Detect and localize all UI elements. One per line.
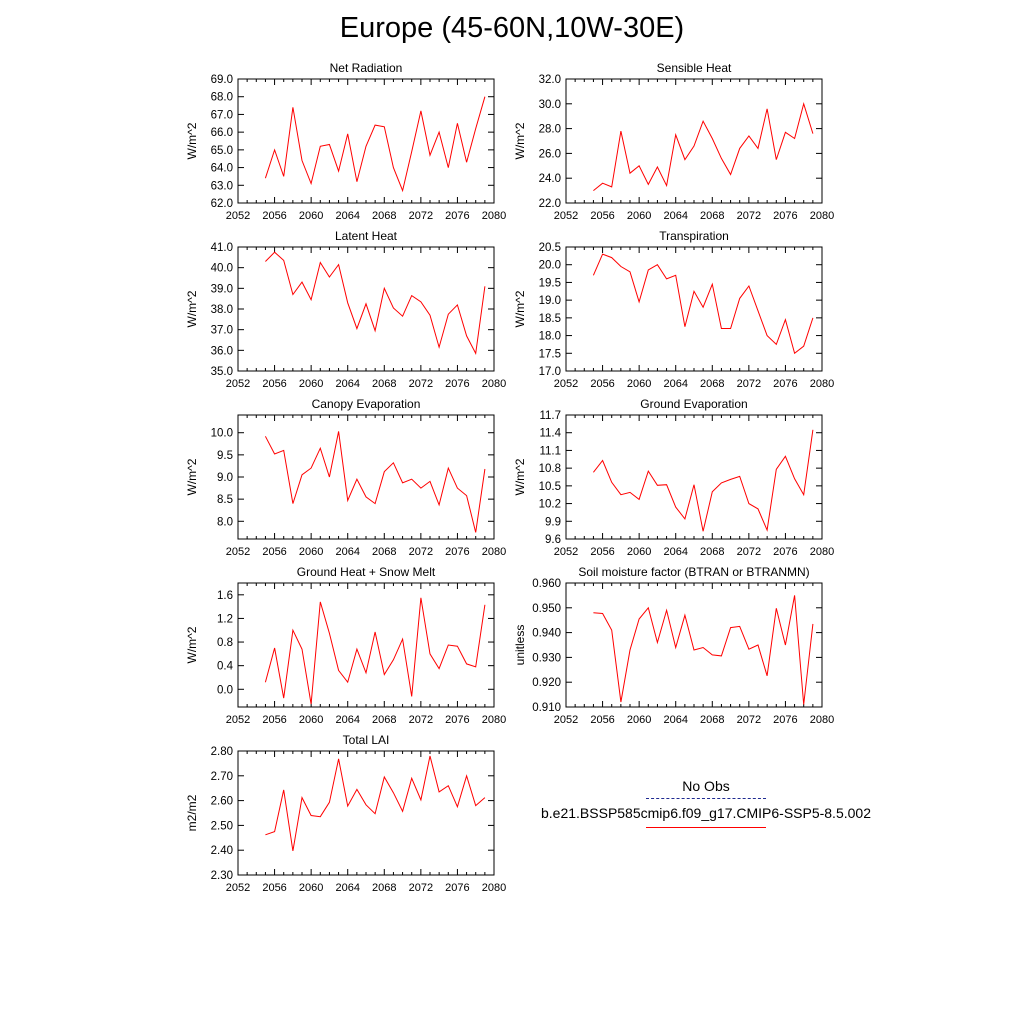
y-tick-label: 1.2 <box>217 613 233 626</box>
plot-frame <box>566 415 822 539</box>
x-tick-label: 2068 <box>700 210 725 222</box>
y-axis-label: W/m^2 <box>513 122 527 160</box>
y-tick-label: 1.6 <box>217 589 233 602</box>
y-tick-label: 0.0 <box>217 684 233 697</box>
y-tick-label: 41.0 <box>210 242 233 254</box>
legend <box>520 778 892 828</box>
plot-frame <box>238 751 494 875</box>
x-tick-label: 2056 <box>262 378 287 390</box>
x-tick-label: 2072 <box>408 210 434 222</box>
chart-panel-5 <box>185 397 506 558</box>
x-tick-label: 2052 <box>225 714 251 726</box>
y-axis-label: W/m^2 <box>185 290 199 328</box>
y-tick-label: 0.930 <box>532 652 561 665</box>
series-line <box>265 97 485 191</box>
y-axis-label: W/m^2 <box>185 458 199 496</box>
chart-panel-4 <box>513 229 834 390</box>
x-tick-label: 2076 <box>773 714 798 726</box>
x-tick-label: 2080 <box>481 714 507 726</box>
y-tick-label: 0.960 <box>532 578 561 590</box>
x-tick-label: 2068 <box>700 546 725 558</box>
panel-title: Net Radiation <box>329 61 403 75</box>
x-tick-label: 2072 <box>408 882 434 894</box>
chart-panel-6 <box>513 397 834 558</box>
x-tick-label: 2056 <box>590 378 615 390</box>
y-tick-label: 39.0 <box>210 283 233 296</box>
x-tick-label: 2076 <box>445 210 470 222</box>
x-tick-label: 2060 <box>626 546 652 558</box>
series-line <box>265 431 485 532</box>
legend-run-line <box>646 827 766 828</box>
plot-frame <box>238 415 494 539</box>
x-tick-label: 2068 <box>372 378 397 390</box>
x-tick-label: 2076 <box>773 378 798 390</box>
x-tick-label: 2076 <box>445 378 470 390</box>
x-tick-label: 2064 <box>663 546 688 558</box>
y-tick-label: 18.5 <box>538 312 561 325</box>
panel-title: Latent Heat <box>334 229 398 243</box>
y-tick-label: 17.5 <box>538 348 561 361</box>
y-tick-label: 10.5 <box>538 480 561 493</box>
y-tick-label: 20.0 <box>538 259 561 272</box>
y-axis-label: W/m^2 <box>185 122 199 160</box>
chart-panel-2 <box>513 61 834 222</box>
y-axis-label: m2/m2 <box>185 794 199 832</box>
y-tick-label: 10.2 <box>538 498 561 511</box>
x-tick-label: 2060 <box>298 210 324 222</box>
x-tick-label: 2064 <box>663 210 688 222</box>
y-tick-label: 18.0 <box>538 330 561 343</box>
y-tick-label: 10.0 <box>210 427 233 440</box>
x-tick-label: 2052 <box>225 546 251 558</box>
x-tick-label: 2068 <box>372 546 397 558</box>
y-tick-label: 26.0 <box>538 148 561 161</box>
series-line <box>265 756 485 851</box>
plot-frame <box>238 79 494 203</box>
x-tick-label: 2056 <box>590 210 615 222</box>
y-tick-label: 11.7 <box>539 410 561 422</box>
chart-panel-7 <box>185 565 506 726</box>
x-tick-label: 2052 <box>553 378 579 390</box>
x-tick-label: 2056 <box>262 546 287 558</box>
y-tick-label: 0.950 <box>532 602 561 615</box>
x-tick-label: 2068 <box>372 714 397 726</box>
x-tick-label: 2052 <box>225 882 251 894</box>
x-tick-label: 2064 <box>335 210 360 222</box>
panel-title: Ground Evaporation <box>640 397 748 411</box>
x-tick-label: 2056 <box>262 210 287 222</box>
x-tick-label: 2072 <box>736 546 762 558</box>
x-tick-label: 2064 <box>663 378 688 390</box>
x-tick-label: 2072 <box>736 714 762 726</box>
x-tick-label: 2080 <box>481 210 507 222</box>
x-tick-label: 2076 <box>773 210 798 222</box>
y-tick-label: 35.0 <box>210 366 233 378</box>
x-tick-label: 2068 <box>700 378 725 390</box>
y-tick-label: 10.8 <box>538 463 561 476</box>
y-tick-label: 0.910 <box>532 702 561 714</box>
x-tick-label: 2080 <box>481 882 507 894</box>
chart-panel-1 <box>185 61 506 222</box>
chart-panel-9 <box>185 733 506 894</box>
chart-panel-8 <box>513 565 834 726</box>
x-tick-label: 2056 <box>262 714 287 726</box>
x-tick-label: 2060 <box>298 546 324 558</box>
y-tick-label: 0.8 <box>217 637 233 650</box>
chart-panel-3 <box>185 229 506 390</box>
y-tick-label: 40.0 <box>210 262 233 275</box>
y-tick-label: 9.5 <box>217 449 233 462</box>
x-tick-label: 2056 <box>590 546 615 558</box>
x-tick-label: 2080 <box>809 210 835 222</box>
y-tick-label: 2.30 <box>210 870 233 882</box>
x-tick-label: 2060 <box>298 714 324 726</box>
legend-run-label: b.e21.BSSP585cmip6.f09_g17.CMIP6-SSP5-8.5.002 <box>541 805 871 821</box>
y-tick-label: 67.0 <box>210 109 233 122</box>
x-tick-label: 2072 <box>408 378 434 390</box>
panel-title: Ground Heat + Snow Melt <box>296 565 436 579</box>
plot-frame <box>566 583 822 707</box>
x-tick-label: 2080 <box>809 546 835 558</box>
x-tick-label: 2052 <box>553 546 579 558</box>
y-tick-label: 69.0 <box>210 74 233 86</box>
y-tick-label: 2.60 <box>210 795 233 808</box>
figure-title: Europe (45-60N,10W-30E) <box>339 12 685 44</box>
series-line <box>593 254 813 353</box>
y-tick-label: 9.9 <box>545 516 561 529</box>
panel-title: Sensible Heat <box>656 61 732 75</box>
y-tick-label: 65.0 <box>210 144 233 157</box>
panel-title: Canopy Evaporation <box>311 397 421 411</box>
x-tick-label: 2072 <box>408 714 434 726</box>
series-line <box>593 430 813 532</box>
y-tick-label: 63.0 <box>210 180 233 193</box>
x-tick-label: 2052 <box>553 210 579 222</box>
y-tick-label: 38.0 <box>210 304 233 316</box>
x-tick-label: 2080 <box>481 546 507 558</box>
x-tick-label: 2060 <box>298 882 324 894</box>
x-tick-label: 2076 <box>773 546 798 558</box>
series-line <box>265 598 485 704</box>
x-tick-label: 2076 <box>445 882 470 894</box>
y-tick-label: 2.80 <box>210 746 233 758</box>
x-tick-label: 2072 <box>736 378 762 390</box>
y-tick-label: 17.0 <box>538 366 561 378</box>
x-tick-label: 2068 <box>372 882 397 894</box>
plot-frame <box>566 247 822 371</box>
x-tick-label: 2080 <box>481 378 507 390</box>
x-tick-label: 2068 <box>700 714 725 726</box>
x-tick-label: 2072 <box>408 546 434 558</box>
x-tick-label: 2076 <box>445 714 470 726</box>
y-tick-label: 9.0 <box>217 472 233 484</box>
x-tick-label: 2056 <box>590 714 615 726</box>
x-tick-label: 2064 <box>335 714 360 726</box>
y-tick-label: 0.4 <box>217 660 233 673</box>
x-tick-label: 2080 <box>809 378 835 390</box>
x-tick-label: 2060 <box>298 378 324 390</box>
y-tick-label: 32.0 <box>538 74 561 86</box>
y-axis-label: W/m^2 <box>513 458 527 496</box>
y-tick-label: 20.5 <box>538 242 561 254</box>
x-tick-label: 2064 <box>663 714 688 726</box>
plot-frame <box>238 583 494 707</box>
x-tick-label: 2072 <box>736 210 762 222</box>
y-tick-label: 0.920 <box>532 677 561 690</box>
y-axis-label: W/m^2 <box>185 626 199 664</box>
y-tick-label: 2.70 <box>210 770 233 783</box>
y-axis-label: unitless <box>513 624 527 666</box>
x-tick-label: 2056 <box>262 882 287 894</box>
x-tick-label: 2068 <box>372 210 397 222</box>
x-tick-label: 2052 <box>225 378 251 390</box>
panel-title: Transpiration <box>659 229 729 243</box>
x-tick-label: 2080 <box>809 714 835 726</box>
y-tick-label: 2.40 <box>210 845 233 858</box>
y-tick-label: 9.6 <box>545 534 561 546</box>
panel-title: Soil moisture factor (BTRAN or BTRANMN) <box>578 565 810 579</box>
legend-obs-line <box>646 798 766 799</box>
y-tick-label: 19.5 <box>538 277 561 290</box>
y-tick-label: 8.5 <box>217 494 233 507</box>
y-tick-label: 28.0 <box>538 123 561 136</box>
y-tick-label: 0.940 <box>532 627 561 640</box>
x-tick-label: 2052 <box>225 210 251 222</box>
y-tick-label: 66.0 <box>210 127 233 140</box>
panel-title: Total LAI <box>342 733 390 747</box>
y-tick-label: 22.0 <box>538 198 561 210</box>
x-tick-label: 2060 <box>626 714 652 726</box>
x-tick-label: 2060 <box>626 378 652 390</box>
plot-frame <box>238 247 494 371</box>
y-tick-label: 11.1 <box>539 445 561 458</box>
y-axis-label: W/m^2 <box>513 290 527 328</box>
y-tick-label: 8.0 <box>217 516 233 529</box>
series-line <box>593 104 813 191</box>
y-tick-label: 64.0 <box>210 162 233 175</box>
y-tick-label: 24.0 <box>538 173 561 186</box>
y-tick-label: 19.0 <box>538 295 561 308</box>
x-tick-label: 2064 <box>335 546 360 558</box>
x-tick-label: 2076 <box>445 546 470 558</box>
x-tick-label: 2052 <box>553 714 579 726</box>
series-line <box>593 595 813 704</box>
y-tick-label: 2.50 <box>210 820 233 833</box>
x-tick-label: 2064 <box>335 882 360 894</box>
x-tick-label: 2064 <box>335 378 360 390</box>
y-tick-label: 36.0 <box>210 345 233 358</box>
y-tick-label: 68.0 <box>210 91 233 104</box>
y-tick-label: 11.4 <box>539 427 561 440</box>
y-tick-label: 37.0 <box>210 324 233 337</box>
series-line <box>265 252 485 353</box>
y-tick-label: 62.0 <box>210 198 233 210</box>
x-tick-label: 2060 <box>626 210 652 222</box>
y-tick-label: 30.0 <box>538 98 561 111</box>
legend-obs-label: No Obs <box>682 778 730 794</box>
